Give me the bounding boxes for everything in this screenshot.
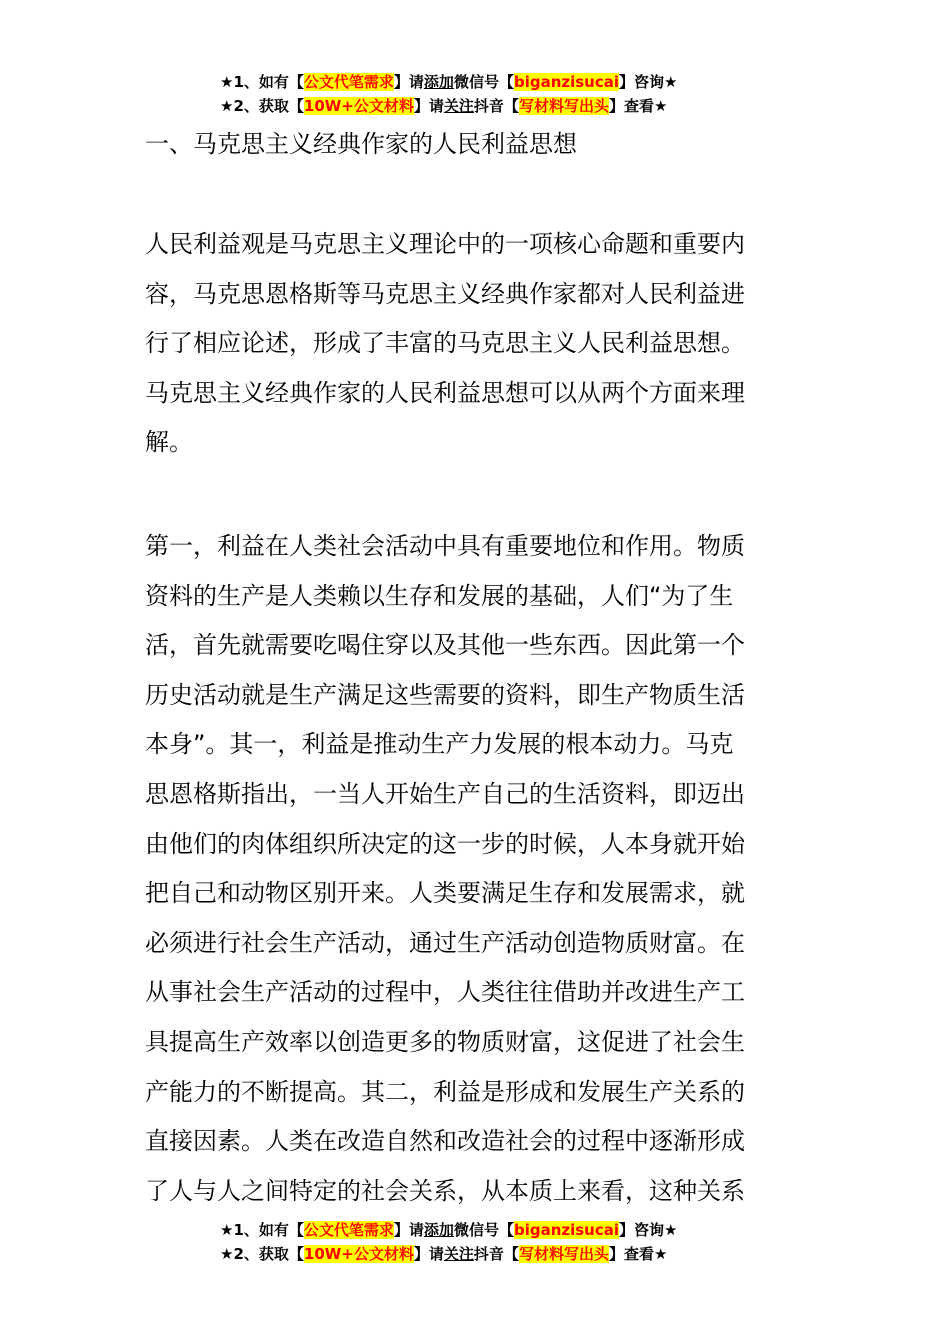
promo-footer	[0, 1218, 950, 1266]
text-line: 活，首先就需要吃喝住穿以及其他一些东西。因此第一个	[145, 631, 745, 660]
text-line: 历史活动就是生产满足这些需要的资料，即生产物质生活	[145, 680, 745, 709]
promo-text: 】查看★	[608, 1245, 668, 1263]
text-line: 资料的生产是人类赖以生存和发展的基础，人们“为了生	[145, 581, 734, 610]
promo-text: 】咨询★	[619, 1221, 678, 1239]
text-line: 从事社会生产活动的过程中，人类往往借助并改进生产工	[145, 978, 745, 1007]
paragraph-2	[145, 522, 815, 1216]
paragraph-1	[145, 220, 815, 468]
star-icon: ★	[220, 97, 234, 115]
promo-text: 】请	[413, 97, 444, 115]
promo-text: 微信号【	[453, 73, 514, 91]
promo-highlight: 写材料写出头	[518, 97, 609, 115]
star-icon: ★	[220, 73, 234, 91]
promo-underlined: 关注	[443, 97, 474, 115]
text-line: 行了相应论述，形成了丰富的马克思主义人民利益思想。	[145, 329, 745, 358]
star-icon: ★	[220, 1221, 234, 1239]
promo-text: 】请	[393, 73, 424, 91]
promo-text: 】咨询★	[619, 73, 678, 91]
promo-highlight: 写材料写出头	[518, 1245, 609, 1263]
section-heading: 一、马克思主义经典作家的人民利益思想	[145, 130, 577, 158]
promo-header	[0, 70, 950, 118]
promo-underlined: 添加	[423, 73, 454, 91]
promo-highlight: 10W+公文材料	[303, 97, 414, 115]
promo-line-2	[0, 1242, 950, 1266]
promo-highlight: 10W+公文材料	[303, 1245, 414, 1263]
text-line: 直接因素。人类在改造自然和改造社会的过程中逐渐形成	[145, 1127, 745, 1156]
promo-highlight: 公文代笔需求	[303, 73, 394, 91]
promo-line-1	[0, 70, 950, 94]
promo-text: 】请	[393, 1221, 424, 1239]
text-line: 把自己和动物区别开来。人类要满足生存和发展需求，就	[145, 879, 745, 908]
text-line: 第一，利益在人类社会活动中具有重要地位和作用。物质	[145, 531, 745, 560]
text-line: 容，马克思恩格斯等马克思主义经典作家都对人民利益进	[145, 279, 745, 308]
promo-highlight: 公文代笔需求	[303, 1221, 394, 1239]
promo-text: 抖音【	[473, 97, 519, 115]
promo-text: 2、获取【	[233, 1245, 304, 1263]
document-body	[145, 120, 815, 1216]
star-icon: ★	[220, 1245, 234, 1263]
promo-underlined: 添加	[423, 1221, 454, 1239]
text-line: 产能力的不断提高。其二，利益是形成和发展生产关系的	[145, 1077, 745, 1106]
text-line: 了人与人之间特定的社会关系，从本质上来看，这种关系	[145, 1176, 745, 1205]
promo-text: 2、获取【	[233, 97, 304, 115]
text-line: 马克思主义经典作家的人民利益思想可以从两个方面来理	[145, 378, 745, 407]
promo-text: 微信号【	[453, 1221, 514, 1239]
promo-line-2	[0, 94, 950, 118]
text-line: 由他们的肉体组织所决定的这一步的时候，人本身就开始	[145, 829, 745, 858]
text-line: 本身”。其一，利益是推动生产力发展的根本动力。马克	[145, 730, 734, 759]
promo-underlined: 关注	[443, 1245, 474, 1263]
text-line: 人民利益观是马克思主义理论中的一项核心命题和重要内	[145, 230, 745, 258]
text-line: 解。	[145, 428, 193, 457]
text-line: 思恩格斯指出，一当人开始生产自己的生活资料，即迈出	[145, 779, 745, 808]
promo-text: 】请	[413, 1245, 444, 1263]
text-line: 必须进行社会生产活动，通过生产活动创造物质财富。在	[145, 928, 745, 957]
promo-text: 】查看★	[608, 97, 668, 115]
text-line: 具提高生产效率以创造更多的物质财富，这促进了社会生	[145, 1027, 745, 1056]
promo-text: 抖音【	[473, 1245, 519, 1263]
promo-text: 1、如有【	[233, 1221, 304, 1239]
promo-line-1	[0, 1218, 950, 1242]
promo-highlight: biganzisucai	[513, 73, 620, 91]
promo-highlight: biganzisucai	[513, 1221, 620, 1239]
promo-text: 1、如有【	[233, 73, 304, 91]
